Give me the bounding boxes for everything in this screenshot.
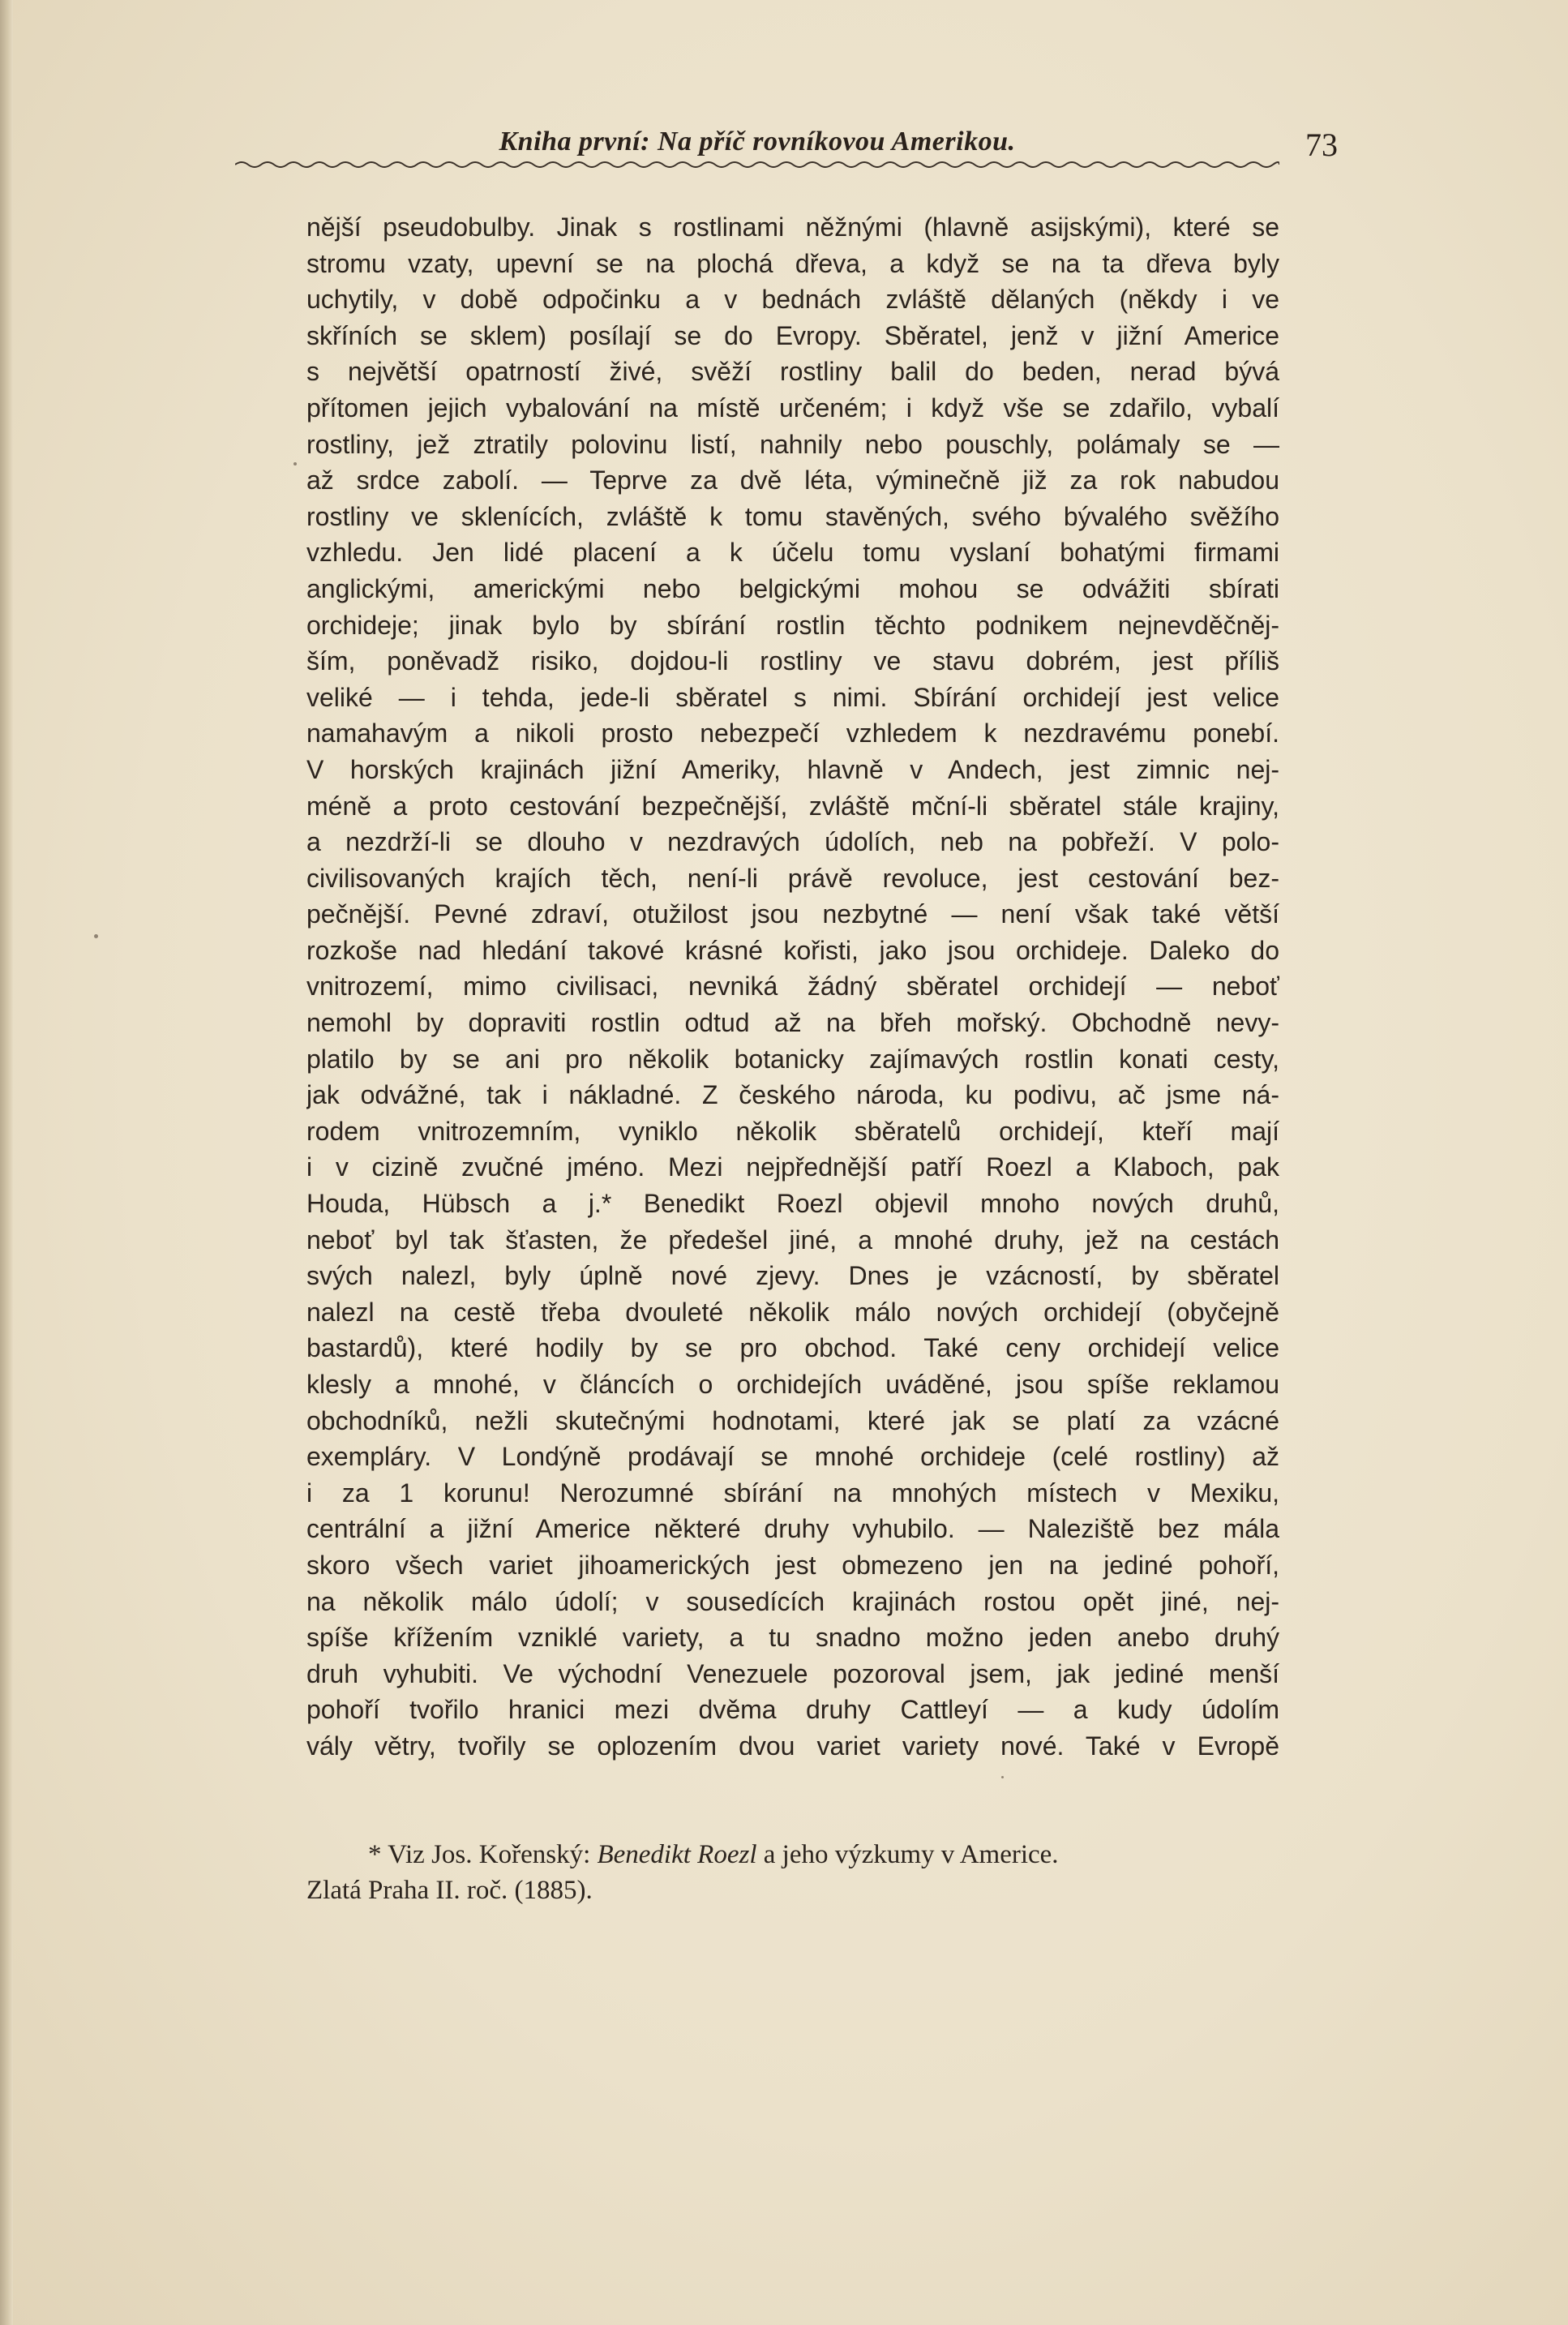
header-wavy-rule xyxy=(235,159,1279,170)
paper-speck xyxy=(293,462,297,465)
body-line: a nezdrží-li se dlouho v nezdravých údolích, neb na pobřeží. V polo- xyxy=(306,827,1279,857)
body-line: V horských krajinách jižní Ameriky, hlavně v Andech, jest zimnic nej- xyxy=(306,754,1279,784)
body-line: centrální a jižní Americe některé druhy vyhubilo. — Naleziště bez mála xyxy=(306,1514,1279,1544)
body-line: uchytily, v době odpočinku a v bednách zvláště dělaných (někdy i ve xyxy=(306,285,1279,315)
body-line: veliké — i tehda, jede-li sběratel s nimi. Sbírání orchidejí jest velice xyxy=(306,682,1279,712)
body-line: ším, poněvadž risiko, dojdou-li rostliny ve stavu dobrém, jest příliš xyxy=(306,646,1279,676)
body-line: rostliny, jež ztratily polovinu listí, nahnily nebo pouschly, polámaly se — xyxy=(306,429,1279,459)
body-line: vzhledu. Jen lidé placení a k účelu tomu vyslaní bohatými firmami xyxy=(306,538,1279,568)
paper-speck xyxy=(94,934,98,938)
footnote-line-2: Zlatá Praha II. roč. (1885). xyxy=(306,1876,593,1905)
body-line: civilisovaných krajích těch, není-li právě revoluce, jest cestování bez- xyxy=(306,863,1279,893)
body-line: jak odvážné, tak i nákladné. Z českého národa, ku podivu, ač jsme ná- xyxy=(306,1080,1279,1110)
body-line: bastardů), které hodily by se pro obchod. Také ceny orchidejí velice xyxy=(306,1333,1279,1363)
footnote-title: Benedikt Roezl xyxy=(597,1840,757,1869)
body-line: méně a proto cestování bezpečnější, zvláště mční-li sběratel stále krajiny, xyxy=(306,791,1279,821)
body-line: Houda, Hübsch a j.* Benedikt Roezl objevil mnoho nových druhů, xyxy=(306,1189,1279,1219)
body-line: nější pseudobulby. Jinak s rostlinami něžnými (hlavně asijskými), které se xyxy=(306,212,1279,242)
body-line: skříních se sklem) posílají se do Evropy. Sběratel, jenž v jižní Americe xyxy=(306,320,1279,350)
footnote xyxy=(306,1837,1279,1908)
running-head: Kniha první: Na příč rovníkovou Amerikou. xyxy=(499,127,1016,157)
body-line: nemohl by dopraviti rostlin odtud až na břeh mořský. Obchodně nevy- xyxy=(306,1008,1279,1038)
body-line: exempláry. V Londýně prodávají se mnohé orchideje (celé rostliny) až xyxy=(306,1442,1279,1472)
body-line: klesly a mnohé, v článcích o orchidejích uváděné, jsou spíše reklamou xyxy=(306,1370,1279,1399)
body-line: až srdce zabolí. — Teprve za dvě léta, výminečně již za rok nabudou xyxy=(306,465,1279,495)
footnote-line-1 xyxy=(306,1837,1279,1872)
body-line: přítomen jejich vybalování na místě určeném; i když vše se zdařilo, vybalí xyxy=(306,393,1279,423)
body-line: rostliny ve sklenících, zvláště k tomu stavěných, svého bývalého svěžího xyxy=(306,501,1279,531)
body-line: orchideje; jinak bylo by sbírání rostlin těchto podnikem nejnevděčněj- xyxy=(306,610,1279,640)
paper-speck xyxy=(1001,1776,1004,1778)
body-line: i za 1 korunu! Nerozumné sbírání na mnohých místech v Mexiku, xyxy=(306,1478,1279,1508)
page-binding-edge xyxy=(0,0,13,2325)
body-line: svých nalezl, byly úplně nové zjevy. Dnes je vzácností, by sběratel xyxy=(306,1261,1279,1291)
body-line: i v cizině zvučné jméno. Mezi nejpřednější patří Roezl a Klaboch, pak xyxy=(306,1152,1279,1182)
body-line: anglickými, americkými nebo belgickými mohou se odvážiti sbírati xyxy=(306,573,1279,603)
body-text xyxy=(306,209,1279,1765)
body-line: spíše křížením vzniklé variety, a tu snadno možno jeden anebo druhý xyxy=(306,1623,1279,1653)
body-line: na několik málo údolí; v sousedících krajinách rostou opět jiné, nej- xyxy=(306,1586,1279,1616)
body-line: rodem vnitrozemním, vyniklo několik sběratelů orchidejí, kteří mají xyxy=(306,1116,1279,1146)
body-line: obchodníků, nežli skutečnými hodnotami, které jak se platí za vzácné xyxy=(306,1405,1279,1435)
body-line: platilo by se ani pro několik botanicky zajímavých rostlin konati cesty, xyxy=(306,1044,1279,1074)
footnote-rest: a jeho výzkumy v Americe. xyxy=(763,1840,1059,1869)
body-line: namahavým a nikoli prosto nebezpečí vzhledem k nezdravému ponebí. xyxy=(306,719,1279,749)
body-line: stromu vzaty, upevní se na plochá dřeva, a když se na ta dřeva byly xyxy=(306,248,1279,278)
body-line: pečnější. Pevné zdraví, otužilost jsou nezbytné — není však také větší xyxy=(306,899,1279,929)
body-line: nalezl na cestě třeba dvouleté několik málo nových orchidejí (obyčejně xyxy=(306,1297,1279,1327)
page-number: 73 xyxy=(1305,127,1338,163)
body-line: pohoří tvořilo hranici mezi dvěma druhy Cattleyí — a kudy údolím xyxy=(306,1695,1279,1725)
body-line: neboť byl tak šťasten, že předešel jiné, a mnohé druhy, jež na cestách xyxy=(306,1225,1279,1255)
body-line: rozkoše nad hledání takové krásné kořisti, jako jsou orchideje. Daleko do xyxy=(306,935,1279,965)
footnote-marker: * Viz Jos. Kořenský: xyxy=(368,1840,591,1869)
body-line: s největší opatrností živé, svěží rostliny balil do beden, nerad bývá xyxy=(306,357,1279,387)
body-line: druh vyhubiti. Ve východní Venezuele pozoroval jsem, jak jediné menší xyxy=(306,1658,1279,1688)
body-line: vály větry, tvořily se oplozením dvou variet variety nové. Také v Evropě xyxy=(306,1731,1279,1761)
body-line: skoro všech variet jihoamerických jest obmezeno jen na jediné pohoří, xyxy=(306,1550,1279,1580)
body-line: vnitrozemí, mimo civilisaci, nevniká žádný sběratel orchidejí — neboť xyxy=(306,972,1279,1002)
